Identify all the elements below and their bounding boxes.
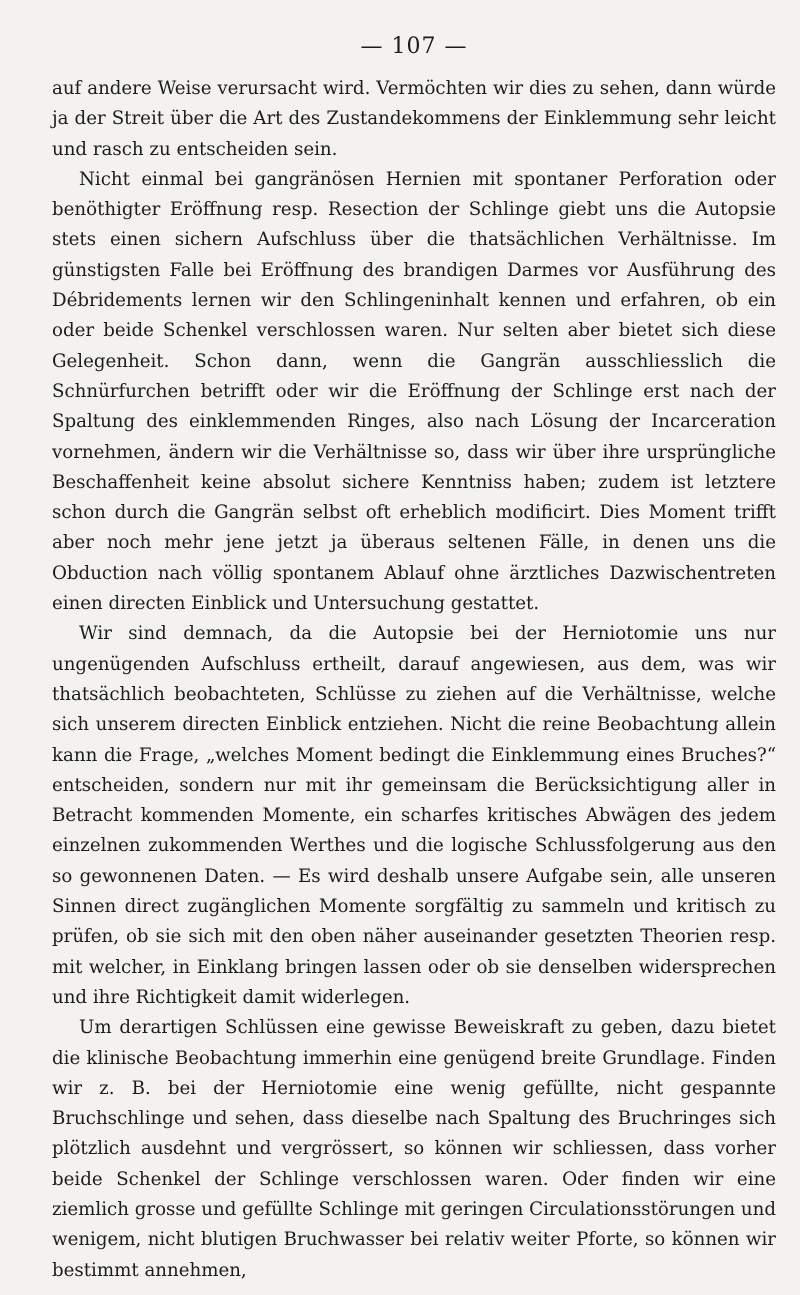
page-number: — 107 — <box>360 34 468 59</box>
paragraph-1: auf andere Weise verursacht wird. Vermöchten wir dies zu sehen, dann würde ja der Streit über die Art des Zustandekommens der Einklemmung sehr leicht und rasch zu entscheiden sein. <box>52 78 776 160</box>
body-text <box>52 74 776 1286</box>
paragraph-4: Um derartigen Schlüssen eine gewisse Beweiskraft zu geben, dazu bietet die klinische Beobachtung immerhin eine genügend breite Grundlage. Finden wir z. B. bei der Herniotomie eine wenig gefüllte, nicht gespannte Bruchschlinge und sehen, dass dieselbe nach Spaltung des Bruchringes sich plötzlich ausdehnt und vergrössert, so können wir schliessen, dass vorher beide Schenkel der Schlinge verschlossen waren. Oder finden wir eine ziemlich grosse und gefüllte Schlinge mit geringen Circulationsstörungen und wenigem, nicht blutigen Bruchwasser bei relativ weiter Pforte, so können wir bestimmt annehmen, <box>52 1017 776 1281</box>
paragraph-2: Nicht einmal bei gangränösen Hernien mit spontaner Perforation oder benöthigter Eröffnung resp. Resection der Schlinge giebt uns die Autopsie stets einen sichern Aufschluss über die thatsächlichen Verhältnisse. Im günstigsten Falle bei Eröffnung des brandigen Darmes vor Ausführung des Débridements lernen wir den Schlingeninhalt kennen und erfahren, ob ein oder beide Schenkel verschlossen waren. Nur selten aber bietet sich diese Gelegenheit. Schon dann, wenn die Gangrän ausschliesslich die Schnürfurchen betrifft oder wir die Eröffnung der Schlinge erst nach der Spaltung des einklemmenden Ringes, also nach Lösung der Incarceration vornehmen, ändern wir die Verhältnisse so, dass wir über ihre ursprüngliche Beschaffenheit keine absolut sichere Kenntniss haben; zudem ist letztere schon durch die Gangrän selbst oft erheblich modificirt. Dies Moment trifft aber noch mehr jene jetzt ja überaus seltenen Fälle, in denen uns die Obduction nach völlig spontanem Ablauf ohne ärztliches Dazwischentreten einen directen Einblick und Untersuchung gestattet. <box>52 168 776 615</box>
paragraph-3: Wir sind demnach, da die Autopsie bei der Herniotomie uns nur ungenügenden Aufschluss ertheilt, darauf angewiesen, aus dem, was wir thatsächlich beobachteten, Schlüsse zu ziehen auf die Verhältnisse, welche sich unserem directen Einblick entziehen. Nicht die reine Beobachtung allein kann die Frage, „welches Moment bedingt die Einklemmung eines Bruches?“ entscheiden, sondern nur mit ihr gemeinsam die Berücksichtigung aller in Betracht kommenden Momente, ein scharfes kritisches Abwägen des jedem einzelnen zukommenden Werthes und die logische Schlussfolgerung aus den so gewonnenen Daten. — Es wird deshalb unsere Aufgabe sein, alle unseren Sinnen direct zugänglichen Momente sorgfältig zu sammeln und kritisch zu prüfen, ob sie sich mit den oben näher auseinander gesetzten Theorien resp. mit welcher, in Einklang bringen lassen oder ob sie denselben widersprechen und ihre Richtigkeit damit widerlegen. <box>52 623 776 1008</box>
